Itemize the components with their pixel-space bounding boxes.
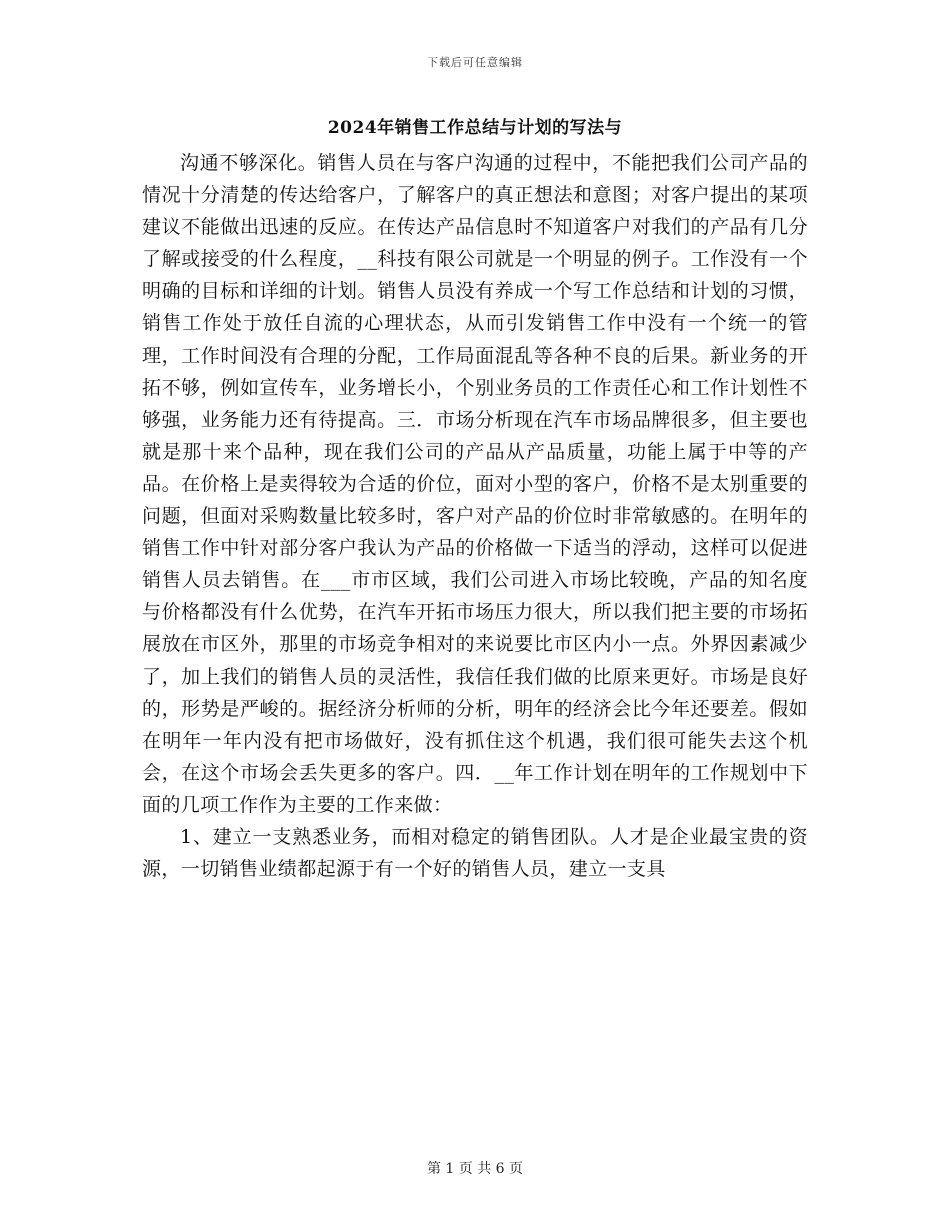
page-number: 第 1 页 共 6 页 [426, 1161, 524, 1177]
body-paragraph: 沟通不够深化。销售人员在与客户沟通的过程中，不能把我们公司产品的情况十分清楚的传达给客户，了解客户的真正想法和意图；对客户提出的某项建议不能做出迅速的反应。在传达产品信息时不知道客户对我们的产品有几分了解或接受的什么程度，__科技有限公司就是一个明显的例子。工作没有一个明确的目标和详细的计划。销售人员没有养成一个写工作总结和计划的习惯，销售工作处于放任自流的心理状态，从而引发销售工作中没有一个统一的管理，工作时间没有合理的分配，工作局面混乱等各种不良的后果。新业务的开拓不够，例如宣传车，业务增长小，个别业务员的工作责任心和工作计划性不够强，业务能力还有待提高。三．市场分析现在汽车市场品牌很多，但主要也就是那十来个品种，现在我们公司的产品从产品质量，功能上属于中等的产品。在价格上是卖得较为合适的价位，面对小型的客户，价格不是太别重要的问题，但面对采购数量比较多时，客户对产品的价位时非常敏感的。在明年的销售工作中针对部分客户我认为产品的价格做一下适当的浮动，这样可以促进销售人员去销售。在___市市区域，我们公司进入市场比较晚，产品的知名度与价格都没有什么优势，在汽车开拓市场压力很大，所以我们把主要的市场拓展放在市区外，那里的市场竞争相对的来说要比市区内小一点。外界因素减少了，加上我们的销售人员的灵活性，我信任我们做的比原来更好。市场是良好的，形势是严峻的。据经济分析师的分析，明年的经济会比今年还要差。假如在明年一年内没有把市场做好，没有抓住这个机遇，我们很可能失去这个机会，在这个市场会丢失更多的客户。四．__年工作计划在明年的工作规划中下面的几项工作作为主要的工作来做： [142, 152, 808, 816]
document-body [142, 147, 808, 885]
body-paragraph: 1、建立一支熟悉业务，而相对稳定的销售团队。人才是企业最宝贵的资源，一切销售业绩都起源于有一个好的销售人员，建立一支具 [142, 825, 808, 881]
page-header-note: 下载后可任意编辑 [427, 56, 523, 69]
document-title: 2024年销售工作总结与计划的写法与 [327, 118, 623, 138]
